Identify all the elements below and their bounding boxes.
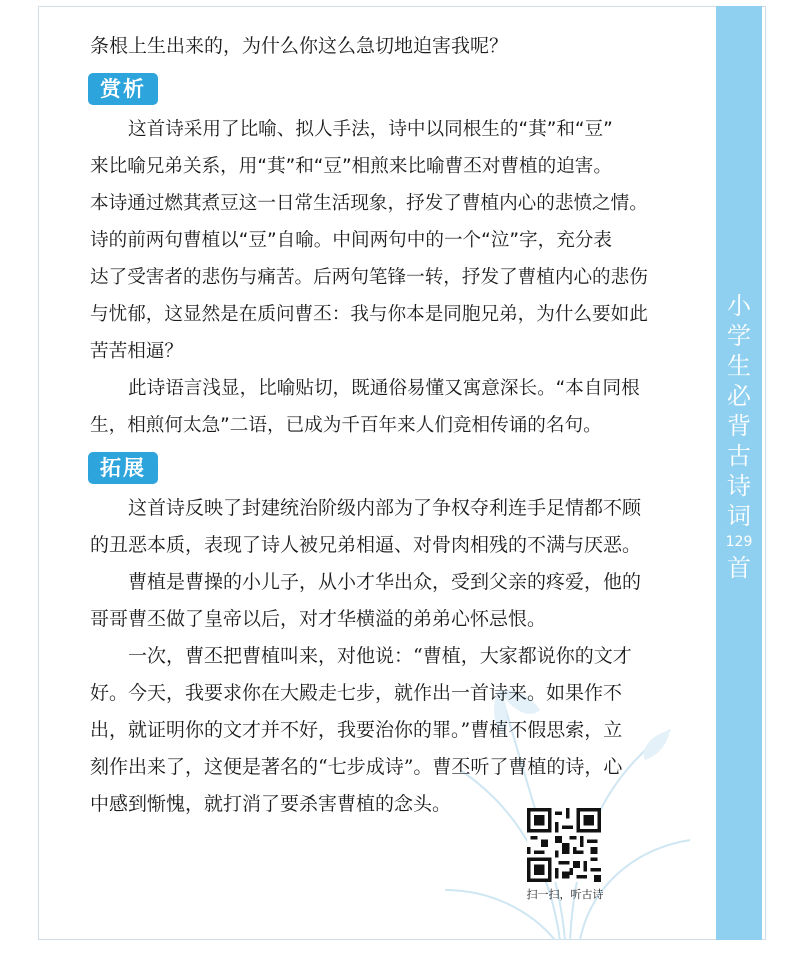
- intro-line: 条根上生出来的，为什么你这么急切地迫害我呢？: [90, 35, 509, 57]
- sidebar-char: 学: [727, 322, 751, 350]
- sidebar-char: 古: [727, 442, 751, 470]
- paragraph-line: 好。今天，我要求你在大殿走七步，就作出一首诗来。如果作不: [90, 682, 623, 704]
- paragraph-line: 出，就证明你的文才并不好，我要治你的罪。”曹植不假思索，立: [90, 719, 623, 741]
- paragraph-line: 刻作出来了，这便是著名的“七步成诗”。曹丕听了曹植的诗，心: [90, 756, 623, 778]
- sidebar-char: 生: [727, 352, 751, 380]
- paragraph-line: 达了受害者的悲伤与痛苦。后两句笔锋一转，抒发了曹植内心的悲伤: [90, 267, 648, 288]
- qr-caption: 扫一扫，听古诗: [526, 888, 604, 901]
- extension-text: [90, 490, 700, 823]
- paragraph-line: 本诗通过燃萁煮豆这一日常生活现象，抒发了曹植内心的悲愤之情。: [90, 193, 648, 214]
- paragraph-line: 中感到惭愧，就打消了要杀害曹植的念头。: [90, 793, 452, 815]
- paragraph-line: 的丑恶本质，表现了诗人被兄弟相逼、对骨肉相残的不满与厌恶。: [90, 534, 642, 556]
- appreciation-heading: 赏析: [88, 73, 158, 105]
- sidebar-char: 词: [727, 502, 751, 530]
- extension-heading: 拓展: [88, 452, 158, 484]
- main-content: [90, 28, 700, 823]
- paragraph-line: 曹植是曹操的小儿子，从小才华出众，受到父亲的疼爱，他的: [128, 571, 642, 593]
- paragraph-line: 哥哥曹丕做了皇帝以后，对才华横溢的弟弟心怀忌恨。: [90, 608, 547, 630]
- sidebar-char: 背: [727, 412, 751, 440]
- sidebar-number: 129: [725, 534, 753, 550]
- paragraph-line: 生，相煎何太急”二语，已成为千百年来人们竞相传诵的名句。: [90, 415, 602, 436]
- paragraph-line: 来比喻兄弟关系，用“萁”和“豆”相煎来比喻曹丕对曹植的迫害。: [90, 156, 612, 177]
- sidebar-char: 必: [727, 382, 751, 410]
- appreciation-text: [90, 111, 700, 444]
- paragraph-line: 这首诗采用了比喻、拟人手法，诗中以同根生的“萁”和“豆”: [128, 119, 613, 140]
- qr-code[interactable]: [527, 808, 601, 882]
- sidebar-char: 诗: [727, 472, 751, 500]
- paragraph-line: 诗的前两句曹植以“豆”自喻。中间两句中的一个“泣”字，充分表: [90, 230, 612, 251]
- sidebar-char: 首: [727, 554, 751, 582]
- sidebar-band: [716, 6, 762, 940]
- paragraph-line: 一次，曹丕把曹植叫来，对他说：“曹植，大家都说你的文才: [128, 645, 632, 667]
- sidebar-char: 小: [727, 292, 751, 320]
- paragraph-line: 这首诗反映了封建统治阶级内部为了争权夺利连手足情都不顾: [128, 497, 642, 519]
- paragraph-line: 此诗语言浅显，比喻贴切，既通俗易懂又寓意深长。“本自同根: [128, 378, 640, 399]
- sidebar-title: [716, 291, 762, 583]
- paragraph-line: 苦苦相逼？: [90, 341, 183, 362]
- paragraph-line: 与忧郁，这显然是在质问曹丕：我与你本是同胞兄弟，为什么要如此: [90, 304, 648, 325]
